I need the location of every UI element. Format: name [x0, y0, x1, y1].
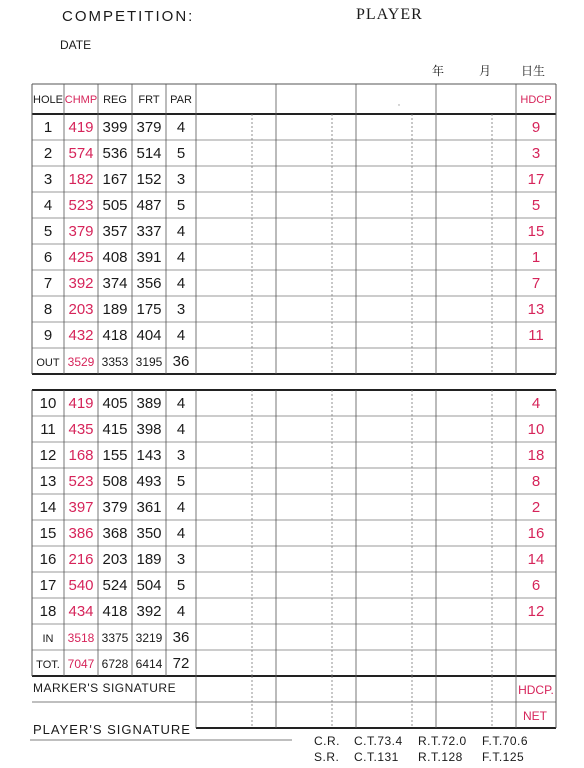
reg-yardage: 203 [102, 551, 128, 568]
hdcp-value: 6 [531, 577, 541, 594]
hole-number: 2 [43, 145, 53, 162]
chmp-yardage: 3529 [67, 355, 95, 369]
par-value: 3 [176, 447, 186, 464]
hole-number: 1 [43, 119, 53, 136]
slope-rating-rt: R.T.128 [418, 750, 463, 764]
hdcp-value: 8 [531, 473, 541, 490]
chmp-yardage: 216 [68, 551, 94, 568]
frt-yardage: 350 [136, 525, 162, 542]
date-label: DATE [60, 38, 92, 52]
reg-yardage: 379 [102, 499, 128, 516]
frt-yardage: 175 [136, 301, 162, 318]
chmp-yardage: 419 [68, 119, 94, 136]
hdcp-value: 17 [527, 171, 545, 188]
hole-number: 4 [43, 197, 53, 214]
frt-header: FRT [138, 94, 160, 106]
hole-number: IN [42, 633, 54, 645]
year-label: 年 [432, 64, 445, 78]
hdcp-value: 13 [527, 301, 545, 318]
frt-yardage: 391 [136, 249, 162, 266]
frt-yardage: 143 [136, 447, 162, 464]
hole-number: 5 [43, 223, 53, 240]
net-total-label: NET [523, 709, 547, 723]
chmp-yardage: 434 [68, 603, 94, 620]
reg-yardage: 418 [102, 327, 128, 344]
hdcp-total-label: HDCP. [518, 683, 554, 697]
par-value: 4 [176, 119, 186, 136]
par-value: 3 [176, 171, 186, 188]
hole-number: 14 [39, 499, 57, 516]
frt-yardage: 398 [136, 421, 162, 438]
par-value: 4 [176, 223, 186, 240]
par-value: 72 [172, 655, 190, 672]
chmp-yardage: 523 [68, 473, 94, 490]
chmp-yardage: 425 [68, 249, 94, 266]
reg-yardage: 524 [102, 577, 128, 594]
hdcp-value: 14 [527, 551, 545, 568]
par-value: 4 [176, 603, 186, 620]
par-value: 4 [176, 327, 186, 344]
par-value: 3 [176, 301, 186, 318]
chmp-yardage: 3518 [67, 631, 95, 645]
reg-yardage: 167 [102, 171, 128, 188]
frt-yardage: 361 [136, 499, 162, 516]
hole-number: TOT. [36, 659, 60, 671]
par-value: 4 [176, 421, 186, 438]
chmp-yardage: 540 [68, 577, 94, 594]
paper-blemish [398, 104, 399, 105]
frt-yardage: 392 [136, 603, 162, 620]
hole-number: 16 [39, 551, 57, 568]
competition-label: COMPETITION: [62, 8, 195, 25]
hole-number: 9 [43, 327, 53, 344]
par-value: 5 [176, 145, 186, 162]
frt-yardage: 389 [136, 395, 162, 412]
frt-yardage: 504 [136, 577, 162, 594]
chmp-yardage: 386 [68, 525, 94, 542]
chmp-yardage: 432 [68, 327, 94, 344]
hdcp-value: 5 [531, 197, 541, 214]
par-value: 4 [176, 395, 186, 412]
day-label: 日生 [521, 64, 546, 78]
reg-yardage: 189 [102, 301, 128, 318]
player-signature-label: PLAYER'S SIGNATURE [33, 722, 191, 737]
hole-number: 6 [43, 249, 53, 266]
hdcp-value: 18 [527, 447, 545, 464]
hole-number: 17 [39, 577, 57, 594]
slope-rating-ft: F.T.125 [482, 750, 525, 764]
reg-yardage: 3353 [101, 355, 129, 369]
reg-yardage: 505 [102, 197, 128, 214]
reg-yardage: 155 [102, 447, 128, 464]
frt-yardage: 152 [136, 171, 162, 188]
reg-yardage: 405 [102, 395, 128, 412]
reg-header: REG [103, 94, 127, 106]
frt-yardage: 356 [136, 275, 162, 292]
hdcp-value: 7 [531, 275, 541, 292]
frt-yardage: 3219 [135, 631, 163, 645]
frt-yardage: 189 [136, 551, 162, 568]
reg-yardage: 368 [102, 525, 128, 542]
player-label: PLAYER [356, 6, 423, 23]
course-rating-ct: C.T.73.4 [354, 734, 403, 748]
chmp-yardage: 182 [68, 171, 94, 188]
reg-yardage: 374 [102, 275, 128, 292]
frt-yardage: 404 [136, 327, 162, 344]
frt-yardage: 3195 [135, 355, 163, 369]
hdcp-value: 11 [528, 327, 544, 344]
reg-yardage: 415 [102, 421, 128, 438]
slope-rating-ct: C.T.131 [354, 750, 399, 764]
frt-yardage: 493 [136, 473, 162, 490]
hdcp-value: 10 [527, 421, 545, 438]
hole-number: 11 [40, 421, 56, 438]
hdcp-header: HDCP [520, 94, 552, 106]
hole-header: HOLE [33, 94, 63, 106]
month-label: 月 [479, 64, 492, 78]
reg-yardage: 399 [102, 119, 128, 136]
chmp-yardage: 203 [68, 301, 94, 318]
hdcp-value: 9 [531, 119, 541, 136]
par-header: PAR [170, 94, 192, 106]
course-rating-rt: R.T.72.0 [418, 734, 467, 748]
hole-number: OUT [36, 357, 60, 369]
hdcp-value: 1 [531, 249, 541, 266]
chmp-header: CHMP [64, 94, 98, 106]
marker-signature-label: MARKER'S SIGNATURE [33, 681, 177, 695]
chmp-yardage: 379 [68, 223, 94, 240]
reg-yardage: 408 [102, 249, 128, 266]
hdcp-value: 3 [531, 145, 541, 162]
course-rating-label: C.R. [314, 734, 340, 748]
par-value: 4 [176, 525, 186, 542]
par-value: 5 [176, 473, 186, 490]
course-rating-ft: F.T.70.6 [482, 734, 529, 748]
par-value: 36 [172, 629, 190, 646]
par-value: 4 [176, 499, 186, 516]
frt-yardage: 487 [136, 197, 162, 214]
chmp-yardage: 574 [68, 145, 94, 162]
frt-yardage: 6414 [135, 657, 163, 671]
par-value: 36 [172, 353, 190, 370]
par-value: 5 [176, 577, 186, 594]
hole-number: 15 [39, 525, 57, 542]
frt-yardage: 337 [136, 223, 162, 240]
chmp-yardage: 419 [68, 395, 94, 412]
hole-number: 8 [43, 301, 53, 318]
frt-yardage: 514 [136, 145, 162, 162]
hdcp-value: 15 [527, 223, 545, 240]
hdcp-value: 2 [531, 499, 541, 516]
frt-yardage: 379 [136, 119, 162, 136]
hole-number: 7 [43, 275, 53, 292]
hdcp-value: 4 [531, 395, 541, 412]
reg-yardage: 508 [102, 473, 128, 490]
reg-yardage: 536 [102, 145, 128, 162]
hole-number: 10 [39, 395, 57, 412]
par-value: 3 [176, 551, 186, 568]
hdcp-value: 16 [527, 525, 545, 542]
hole-number: 12 [39, 447, 57, 464]
par-value: 5 [176, 197, 186, 214]
chmp-yardage: 392 [68, 275, 94, 292]
par-value: 4 [176, 249, 186, 266]
chmp-yardage: 7047 [67, 657, 95, 671]
reg-yardage: 3375 [101, 631, 129, 645]
reg-yardage: 6728 [101, 657, 129, 671]
reg-yardage: 418 [102, 603, 128, 620]
slope-rating-label: S.R. [314, 750, 340, 764]
chmp-yardage: 168 [68, 447, 94, 464]
chmp-yardage: 435 [68, 421, 94, 438]
reg-yardage: 357 [102, 223, 128, 240]
chmp-yardage: 523 [68, 197, 94, 214]
hole-number: 18 [39, 603, 57, 620]
hdcp-value: 12 [527, 603, 545, 620]
hole-number: 13 [39, 473, 57, 490]
par-value: 4 [176, 275, 186, 292]
hole-number: 3 [43, 171, 53, 188]
chmp-yardage: 397 [68, 499, 94, 516]
